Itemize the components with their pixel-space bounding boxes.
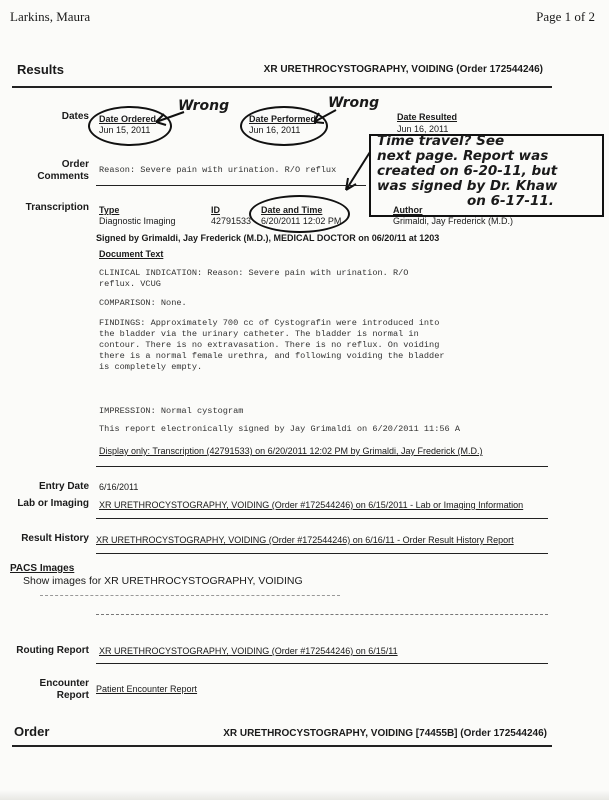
- divider: [96, 553, 548, 554]
- author-label: Author: [393, 205, 423, 215]
- doc-line: the bladder via the urinary catheter. The bladder is normal in: [99, 329, 419, 339]
- note-line: on 6-17-11.: [467, 193, 554, 209]
- entry-date-value: 6/16/2011: [99, 482, 139, 492]
- page-number: Page 1 of 2: [536, 9, 595, 24]
- encounter-label-line: Encounter: [39, 678, 89, 689]
- date-ordered-label: Date Ordered: [99, 114, 157, 124]
- divider: [40, 595, 340, 596]
- wrong-annotation-1: Wrong: [178, 98, 230, 114]
- date-ordered-value: Jun 15, 2011: [99, 125, 151, 135]
- entry-date-label: Entry Date: [38, 481, 89, 492]
- date-performed-label: Date Performed: [249, 114, 317, 124]
- arrow-icon: [340, 150, 372, 198]
- clinical-indication: [99, 268, 408, 290]
- order-comments-label-line: Order: [61, 159, 89, 170]
- result-history-link[interactable]: XR URETHROCYSTOGRAPHY, VOIDING (Order #172544246) on 6/16/11 - Order Result History Report: [96, 535, 514, 545]
- scan-edge: [0, 790, 609, 800]
- divider: [96, 614, 548, 615]
- pacs-images-label: PACS Images: [10, 563, 75, 574]
- note-line: was signed by Dr. Khaw: [377, 178, 558, 194]
- order-comments-value: Reason: Severe pain with urination. R/O reflux: [99, 165, 337, 175]
- signed-by-line: Signed by Grimaldi, Jay Frederick (M.D.), MEDICAL DOCTOR on 06/20/11 at 1203: [96, 233, 440, 243]
- lab-imaging-link[interactable]: XR URETHROCYSTOGRAPHY, VOIDING (Order #172544246) on 6/15/2011 - Lab or Imaging Information: [99, 500, 524, 510]
- routing-report-label: Routing Report: [16, 645, 89, 656]
- divider: [96, 466, 548, 467]
- document-text-label: Document Text: [99, 249, 164, 259]
- encounter-label-line: Report: [56, 690, 89, 701]
- arrow-icon: [150, 108, 186, 128]
- doc-line: contour. There is no extravasation. There is no reflux. On voiding: [99, 340, 440, 350]
- author-value: Grimaldi, Jay Frederick (M.D.): [393, 216, 514, 226]
- results-procedure-title: XR URETHROCYSTOGRAPHY, VOIDING (Order 172544246): [263, 64, 543, 75]
- display-only-link[interactable]: Display only: Transcription (42791533) on 6/20/2011 12:02 PM by Grimaldi, Jay Frederick (M.D.): [99, 446, 483, 456]
- date-resulted-label: Date Resulted: [397, 112, 458, 122]
- order-procedure-title: XR URETHROCYSTOGRAPHY, VOIDING [74455B] (Order 172544246): [223, 728, 547, 739]
- divider: [96, 663, 548, 664]
- order-comments-label-line: Comments: [37, 171, 89, 182]
- findings-text: [99, 318, 445, 373]
- divider: [96, 185, 366, 186]
- type-value: Diagnostic Imaging: [99, 216, 176, 226]
- type-label: Type: [99, 205, 120, 215]
- encounter-report-link[interactable]: Patient Encounter Report: [96, 684, 198, 694]
- time-travel-note: [377, 134, 557, 209]
- datetime-label: Date and Time: [261, 205, 323, 215]
- date-performed-value: Jun 16, 2011: [249, 125, 301, 135]
- note-line: created on 6-20-11, but: [377, 163, 558, 179]
- wrong-annotation-2: Wrong: [328, 95, 380, 111]
- results-divider: [12, 86, 552, 88]
- comparison-line: COMPARISON: None.: [99, 298, 187, 308]
- esigned-line: This report electronically signed by Jay Grimaldi on 6/20/2011 11:56 A: [99, 424, 460, 434]
- doc-line: FINDINGS: Approximately 700 cc of Cystografin were introduced into: [99, 318, 440, 328]
- date-resulted-value: Jun 16, 2011: [397, 124, 449, 134]
- routing-report-link[interactable]: XR URETHROCYSTOGRAPHY, VOIDING (Order #172544246) on 6/15/11: [99, 646, 398, 656]
- lab-imaging-label: Lab or Imaging: [17, 498, 89, 509]
- doc-line: is completely empty.: [99, 362, 203, 372]
- arrow-icon: [308, 106, 338, 128]
- order-comments-label: [37, 159, 89, 183]
- result-history-label: Result History: [21, 533, 89, 544]
- doc-line: there is a normal female urethra, and following voiding the bladder: [99, 351, 445, 361]
- datetime-value: 6/20/2011 12:02 PM: [261, 216, 342, 226]
- id-value: 42791533: [211, 216, 252, 226]
- note-line: Time travel? See: [377, 133, 505, 149]
- transcription-label: Transcription: [25, 202, 89, 213]
- doc-line: CLINICAL INDICATION: Reason: Severe pain with urination. R/O: [99, 268, 409, 278]
- order-section-title: Order: [14, 724, 50, 739]
- doc-line: reflux. VCUG: [99, 279, 161, 289]
- impression-line: IMPRESSION: Normal cystogram: [99, 406, 244, 416]
- encounter-report-label: [40, 678, 89, 702]
- results-section-title: Results: [17, 62, 64, 77]
- order-divider: [12, 745, 552, 747]
- dates-label: Dates: [61, 111, 89, 122]
- note-line: next page. Report was: [377, 148, 549, 164]
- id-label: ID: [211, 205, 220, 215]
- divider: [96, 518, 548, 519]
- pacs-images-link[interactable]: Show images for XR URETHROCYSTOGRAPHY, VOIDING: [23, 575, 303, 587]
- patient-name: Larkins, Maura: [10, 9, 91, 24]
